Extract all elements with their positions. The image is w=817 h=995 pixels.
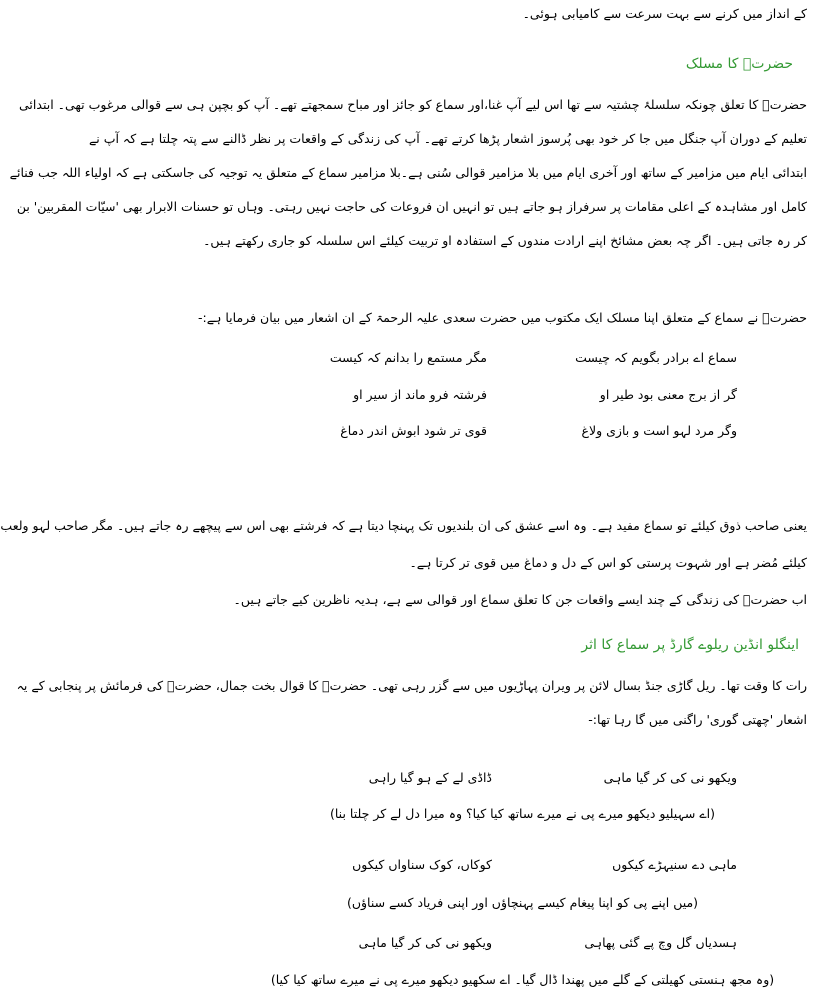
verse-left: ویکھو نی کی کر گیا ماہی — [358, 935, 492, 950]
translation-line: اب حضرتؒ کی زندگی کے چند ایسے واقعات جن کا تعلق سماع اور قوالی سے ہے، ہدیہ ناظرین کیے جاتے ہیں۔ — [233, 592, 807, 607]
translation-line: کیلئے مُضر ہے اور شہوت پرستی کو اس کے دل و دماغ میں قوی تر کرتا ہے۔ — [409, 555, 807, 570]
paragraph-line: رات کا وقت تھا۔ ریل گاڑی جنڈ بسال لائن پر ویران پہاڑیوں میں سے گزر رہی تھی۔ حضرتؒ کا قوال بخت جمال، حضرتؒ کی فرمائش پر پنجابی کے یہ — [16, 678, 807, 693]
verse-right: ماہی دے سنیہڑے کیکوں — [612, 857, 737, 872]
verse-translation: (میں اپنے پی کو اپنا پیغام کیسے پہنچاؤں اور اپنی فریاد کسے سناؤں) — [346, 895, 699, 910]
verse-left: ڈاڈی لے کے ہو گیا راہی — [368, 770, 492, 785]
top-line: کے انداز میں کرنے سے بہت سرعت سے کامیابی ہوئی۔ — [522, 6, 807, 21]
verse-left: قوی تر شود ابوش اندر دماغ — [340, 423, 487, 438]
verse-left: فرشتہ فرو ماند از سیر او — [353, 387, 487, 402]
verse-right: وگر مرد لہو است و بازی ولاغ — [581, 423, 737, 438]
paragraph-line: ابتدائی ایام میں مزامیر کے ساتھ اور آخری ایام میں بلا مزامیر قوالی سُنی ہے۔بلا مزامیر سماع کے متعلق یہ توجیہ کی جاسکتی ہے کہ اولیاء اللہ جب فنائے — [9, 165, 807, 180]
verse-translation: (وہ مجھ ہنستی کھیلتی کے گلے میں پھندا ڈال گیا۔ اے سکھیو دیکھو میرے پی نے میرے ساتھ کیا کیا) — [270, 972, 775, 987]
paragraph-line: اشعار 'چھتی گوری' راگنی میں گا رہا تھا:- — [588, 712, 807, 727]
verse-right: ویکھو نی کی کر گیا ماہی — [603, 770, 737, 785]
section-heading-railway-guard: اینگلو انڈین ریلوے گارڈ پر سماع کا اثر — [581, 637, 799, 653]
paragraph-line: تعلیم کے دوران آپ جنگل میں جا کر خود بھی پُرسوز اشعار پڑھا کرتے تھے۔ آپ کی زندگی کے واقعات پر نظر ڈالنے سے پتہ چلتا ہے کہ آپ نے — [88, 131, 807, 146]
section-heading-maslak: حضرتؒ کا مسلک — [685, 56, 793, 72]
translation-line: یعنی صاحب ذوق کیلئے تو سماع مفید ہے۔ وہ اسے عشق کی ان بلندیوں تک پہنچا دیتا ہے کہ فرشتے بھی اس سے پیچھے رہ جاتے ہیں۔ مگر صاحب لہو ولعب — [0, 518, 807, 533]
intro-sadi: حضرتؒ نے سماع کے متعلق اپنا مسلک ایک مکتوب میں حضرت سعدی علیہ الرحمۃ کے ان اشعار میں بیان فرمایا ہے:- — [198, 310, 807, 325]
verse-left: کوکاں، کوک سناواں کیکوں — [352, 857, 492, 872]
paragraph-line: کامل اور مشاہدہ کے اعلی مقامات پر سرفراز ہو جاتے ہیں تو انہیں ان فروعات کی حاجت نہیں رہتی۔ وہاں تو حسنات الابرار بھی 'سیّات المقربین' بن — [16, 199, 807, 214]
verse-right: سماع اے برادر بگویم کہ چیست — [575, 350, 737, 365]
verse-right: ہسدیاں گل وچ پے گئی پھاہی — [584, 935, 737, 950]
paragraph-line: حضرتؒ کا تعلق چونکہ سلسلۂ چشتیہ سے تھا اس لیے آپ غنا،اور سماع کو جائز اور مباح سمجھتے تھے۔ آپ کو بچپن ہی سے قوالی مرغوب تھی۔ ابتدائی — [19, 97, 807, 112]
verse-left: مگر مستمع را بدانم کہ کیست — [329, 350, 487, 365]
verse-right: گر از برج معنی بود طیر او — [599, 387, 737, 402]
verse-translation: (اے سہیلیو دیکھو میرے پی نے میرے ساتھ کیا کیا؟ وہ میرا دل لے کر چلتا بنا) — [330, 806, 715, 821]
paragraph-line: کر رہ جاتی ہیں۔ اگر چہ بعض مشائخ اپنے ارادت مندوں کے استفادہ او تربیت کیلئے اس سلسلہ کو جاری رکھتے ہیں۔ — [203, 233, 807, 248]
